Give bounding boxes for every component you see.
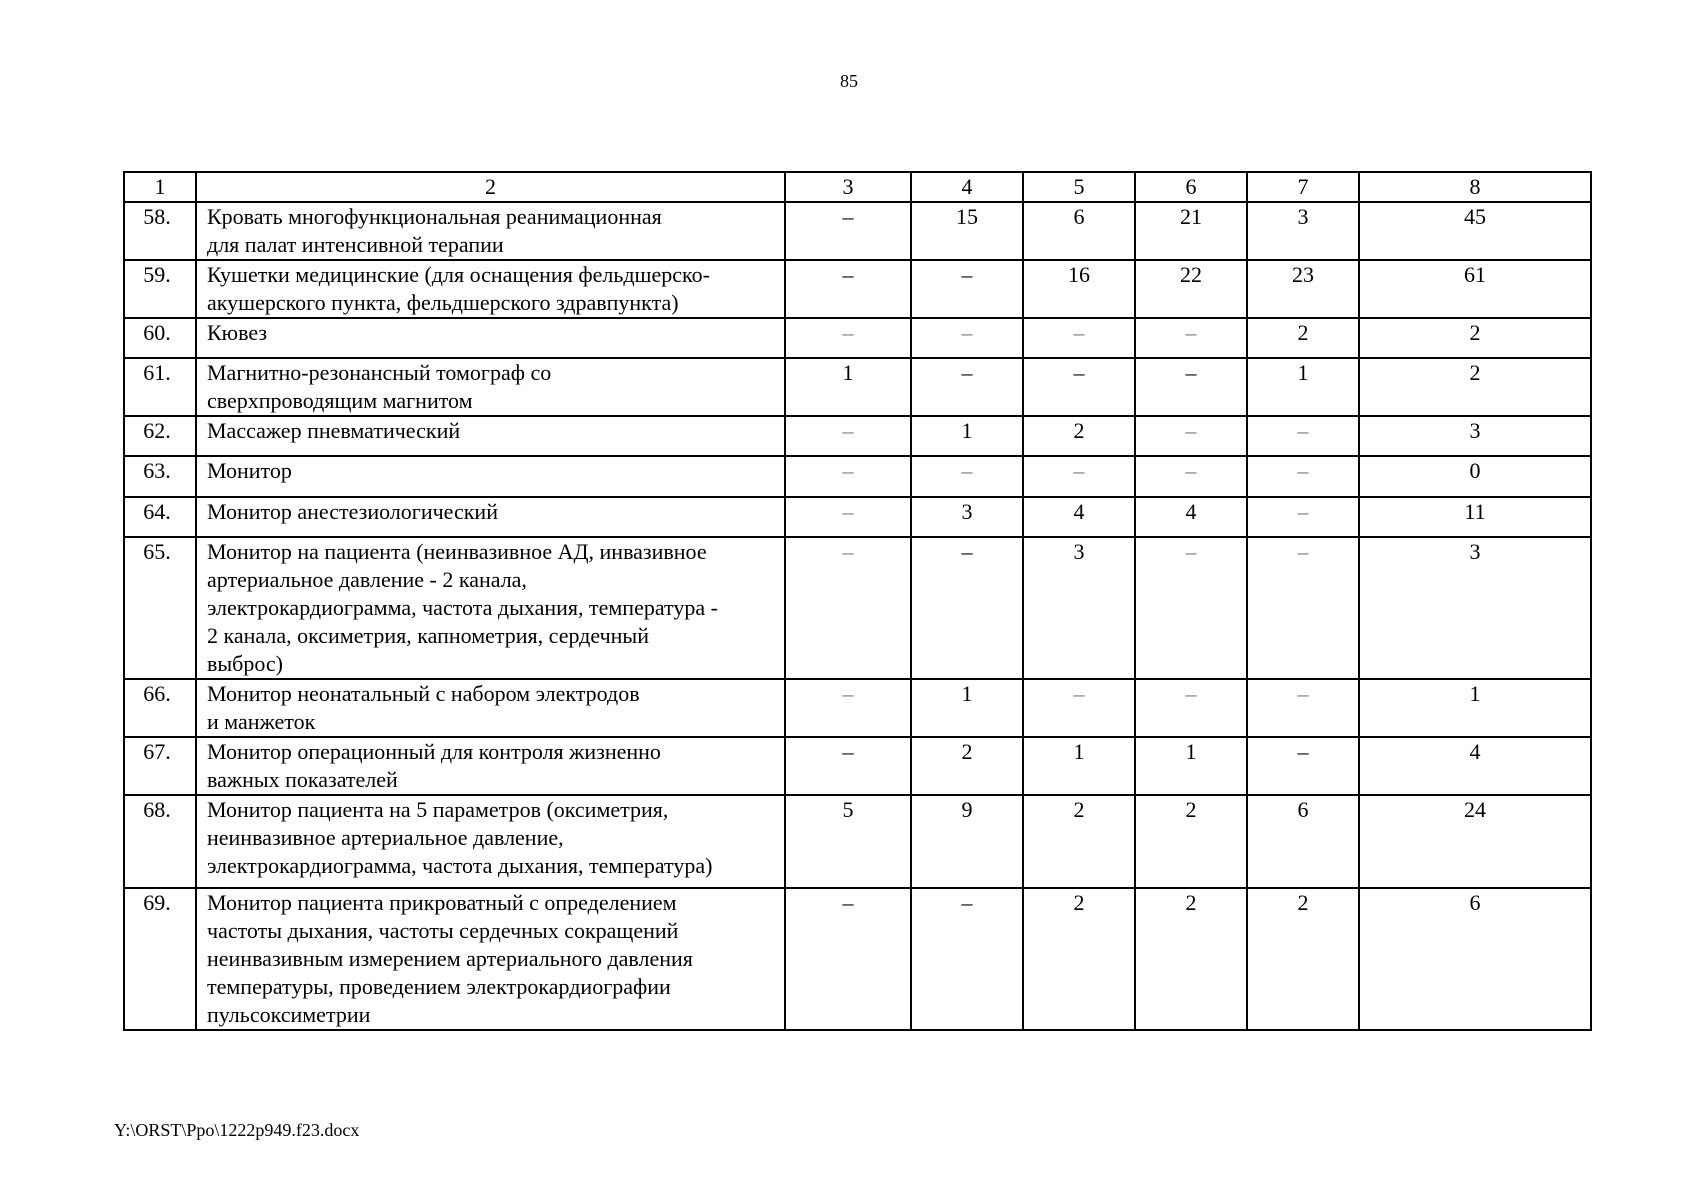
- value-cell: –: [1135, 456, 1247, 497]
- value-cell: 2: [1023, 888, 1135, 1030]
- equipment-name: Массажер пневматический: [196, 416, 785, 456]
- row-number: 66.: [124, 679, 196, 737]
- equipment-name: Монитор неонатальный с набором электродов и манжеток: [196, 679, 785, 737]
- column-header: 1: [124, 172, 196, 202]
- column-header: 6: [1135, 172, 1247, 202]
- row-number: 61.: [124, 358, 196, 416]
- row-number: 63.: [124, 456, 196, 497]
- value-cell: 4: [1135, 497, 1247, 537]
- row-number: 62.: [124, 416, 196, 456]
- value-cell: –: [1135, 537, 1247, 679]
- column-header: 5: [1023, 172, 1135, 202]
- value-cell: –: [1247, 737, 1359, 795]
- value-cell: 2: [1359, 318, 1591, 358]
- value-cell: –: [785, 456, 911, 497]
- value-cell: 21: [1135, 202, 1247, 260]
- value-cell: –: [1247, 679, 1359, 737]
- value-cell: –: [1247, 537, 1359, 679]
- value-cell: 2: [1247, 888, 1359, 1030]
- value-cell: 24: [1359, 795, 1591, 888]
- value-cell: 1: [911, 679, 1023, 737]
- equipment-name: Кровать многофункциональная реанимационная для палат интенсивной терапии: [196, 202, 785, 260]
- table-row: [124, 537, 1591, 679]
- table-row: [124, 679, 1591, 737]
- value-cell: 1: [911, 416, 1023, 456]
- page-number: 85: [840, 71, 858, 91]
- value-cell: 3: [1247, 202, 1359, 260]
- table-row: [124, 795, 1591, 888]
- value-cell: 11: [1359, 497, 1591, 537]
- value-cell: 6: [1023, 202, 1135, 260]
- table-row: [124, 318, 1591, 358]
- row-number: 65.: [124, 537, 196, 679]
- row-number: 69.: [124, 888, 196, 1030]
- equipment-name: Монитор: [196, 456, 785, 497]
- value-cell: 16: [1023, 260, 1135, 318]
- value-cell: 2: [1135, 888, 1247, 1030]
- table-row: [124, 358, 1591, 416]
- value-cell: –: [785, 497, 911, 537]
- value-cell: –: [1023, 456, 1135, 497]
- value-cell: –: [911, 456, 1023, 497]
- value-cell: 4: [1359, 737, 1591, 795]
- value-cell: 6: [1359, 888, 1591, 1030]
- table-row: [124, 497, 1591, 537]
- table-row: [124, 737, 1591, 795]
- value-cell: 61: [1359, 260, 1591, 318]
- equipment-name: Монитор пациента на 5 параметров (оксиметрия, неинвазивное артериальное давление, электрокардиограмма, частота дыхания, температура): [196, 795, 785, 888]
- equipment-name: Монитор анестезиологический: [196, 497, 785, 537]
- table-row: [124, 202, 1591, 260]
- value-cell: –: [1023, 358, 1135, 416]
- value-cell: –: [1135, 358, 1247, 416]
- equipment-table: [123, 171, 1592, 1031]
- table-row: [124, 260, 1591, 318]
- value-cell: –: [785, 737, 911, 795]
- column-header: 2: [196, 172, 785, 202]
- value-cell: –: [785, 888, 911, 1030]
- value-cell: –: [1247, 497, 1359, 537]
- value-cell: 2: [1023, 795, 1135, 888]
- value-cell: –: [911, 260, 1023, 318]
- column-header: 8: [1359, 172, 1591, 202]
- value-cell: 1: [785, 358, 911, 416]
- value-cell: 15: [911, 202, 1023, 260]
- value-cell: –: [911, 318, 1023, 358]
- value-cell: 1: [1359, 679, 1591, 737]
- equipment-name: Монитор пациента прикроватный с определением частоты дыхания, частоты сердечных сокращений неинвазивным измерением артериального давления температуры, проведением электрокардиографии пульсоксиметрии: [196, 888, 785, 1030]
- value-cell: 4: [1023, 497, 1135, 537]
- value-cell: 45: [1359, 202, 1591, 260]
- value-cell: –: [1247, 456, 1359, 497]
- value-cell: 1: [1247, 358, 1359, 416]
- value-cell: –: [785, 679, 911, 737]
- value-cell: 3: [1359, 416, 1591, 456]
- row-number: 64.: [124, 497, 196, 537]
- equipment-name: Монитор на пациента (неинвазивное АД, инвазивное артериальное давление - 2 канала, электрокардиограмма, частота дыхания, температура - 2 канала, оксиметрия, капнометрия, сердечный выброс): [196, 537, 785, 679]
- value-cell: –: [1135, 679, 1247, 737]
- equipment-name: Магнитно-резонансный томограф со сверхпроводящим магнитом: [196, 358, 785, 416]
- value-cell: 2: [1135, 795, 1247, 888]
- value-cell: –: [1023, 318, 1135, 358]
- value-cell: –: [911, 358, 1023, 416]
- column-header: 7: [1247, 172, 1359, 202]
- value-cell: 1: [1023, 737, 1135, 795]
- value-cell: 2: [911, 737, 1023, 795]
- value-cell: 2: [1247, 318, 1359, 358]
- value-cell: –: [785, 318, 911, 358]
- column-header: 4: [911, 172, 1023, 202]
- value-cell: 5: [785, 795, 911, 888]
- value-cell: 1: [1135, 737, 1247, 795]
- value-cell: 23: [1247, 260, 1359, 318]
- row-number: 59.: [124, 260, 196, 318]
- value-cell: –: [785, 202, 911, 260]
- value-cell: –: [785, 537, 911, 679]
- value-cell: –: [1023, 679, 1135, 737]
- value-cell: –: [1135, 318, 1247, 358]
- column-header: 3: [785, 172, 911, 202]
- value-cell: –: [911, 888, 1023, 1030]
- row-number: 67.: [124, 737, 196, 795]
- value-cell: –: [1247, 416, 1359, 456]
- table-row: [124, 456, 1591, 497]
- equipment-name: Монитор операционный для контроля жизненно важных показателей: [196, 737, 785, 795]
- equipment-name: Кювез: [196, 318, 785, 358]
- value-cell: 6: [1247, 795, 1359, 888]
- value-cell: 3: [1023, 537, 1135, 679]
- value-cell: 9: [911, 795, 1023, 888]
- row-number: 58.: [124, 202, 196, 260]
- value-cell: 0: [1359, 456, 1591, 497]
- value-cell: 22: [1135, 260, 1247, 318]
- value-cell: –: [785, 416, 911, 456]
- value-cell: –: [911, 537, 1023, 679]
- value-cell: 3: [1359, 537, 1591, 679]
- equipment-name: Кушетки медицинские (для оснащения фельдшерско- акушерского пункта, фельдшерского здравпункта): [196, 260, 785, 318]
- value-cell: –: [1135, 416, 1247, 456]
- value-cell: 2: [1023, 416, 1135, 456]
- footer-file-path: Y:\ORST\Ppo\1222p949.f23.docx: [114, 1120, 360, 1140]
- value-cell: –: [785, 260, 911, 318]
- table-row: [124, 416, 1591, 456]
- value-cell: 2: [1359, 358, 1591, 416]
- table-row: [124, 888, 1591, 1030]
- value-cell: 3: [911, 497, 1023, 537]
- table-header-row: [124, 172, 1591, 202]
- row-number: 60.: [124, 318, 196, 358]
- row-number: 68.: [124, 795, 196, 888]
